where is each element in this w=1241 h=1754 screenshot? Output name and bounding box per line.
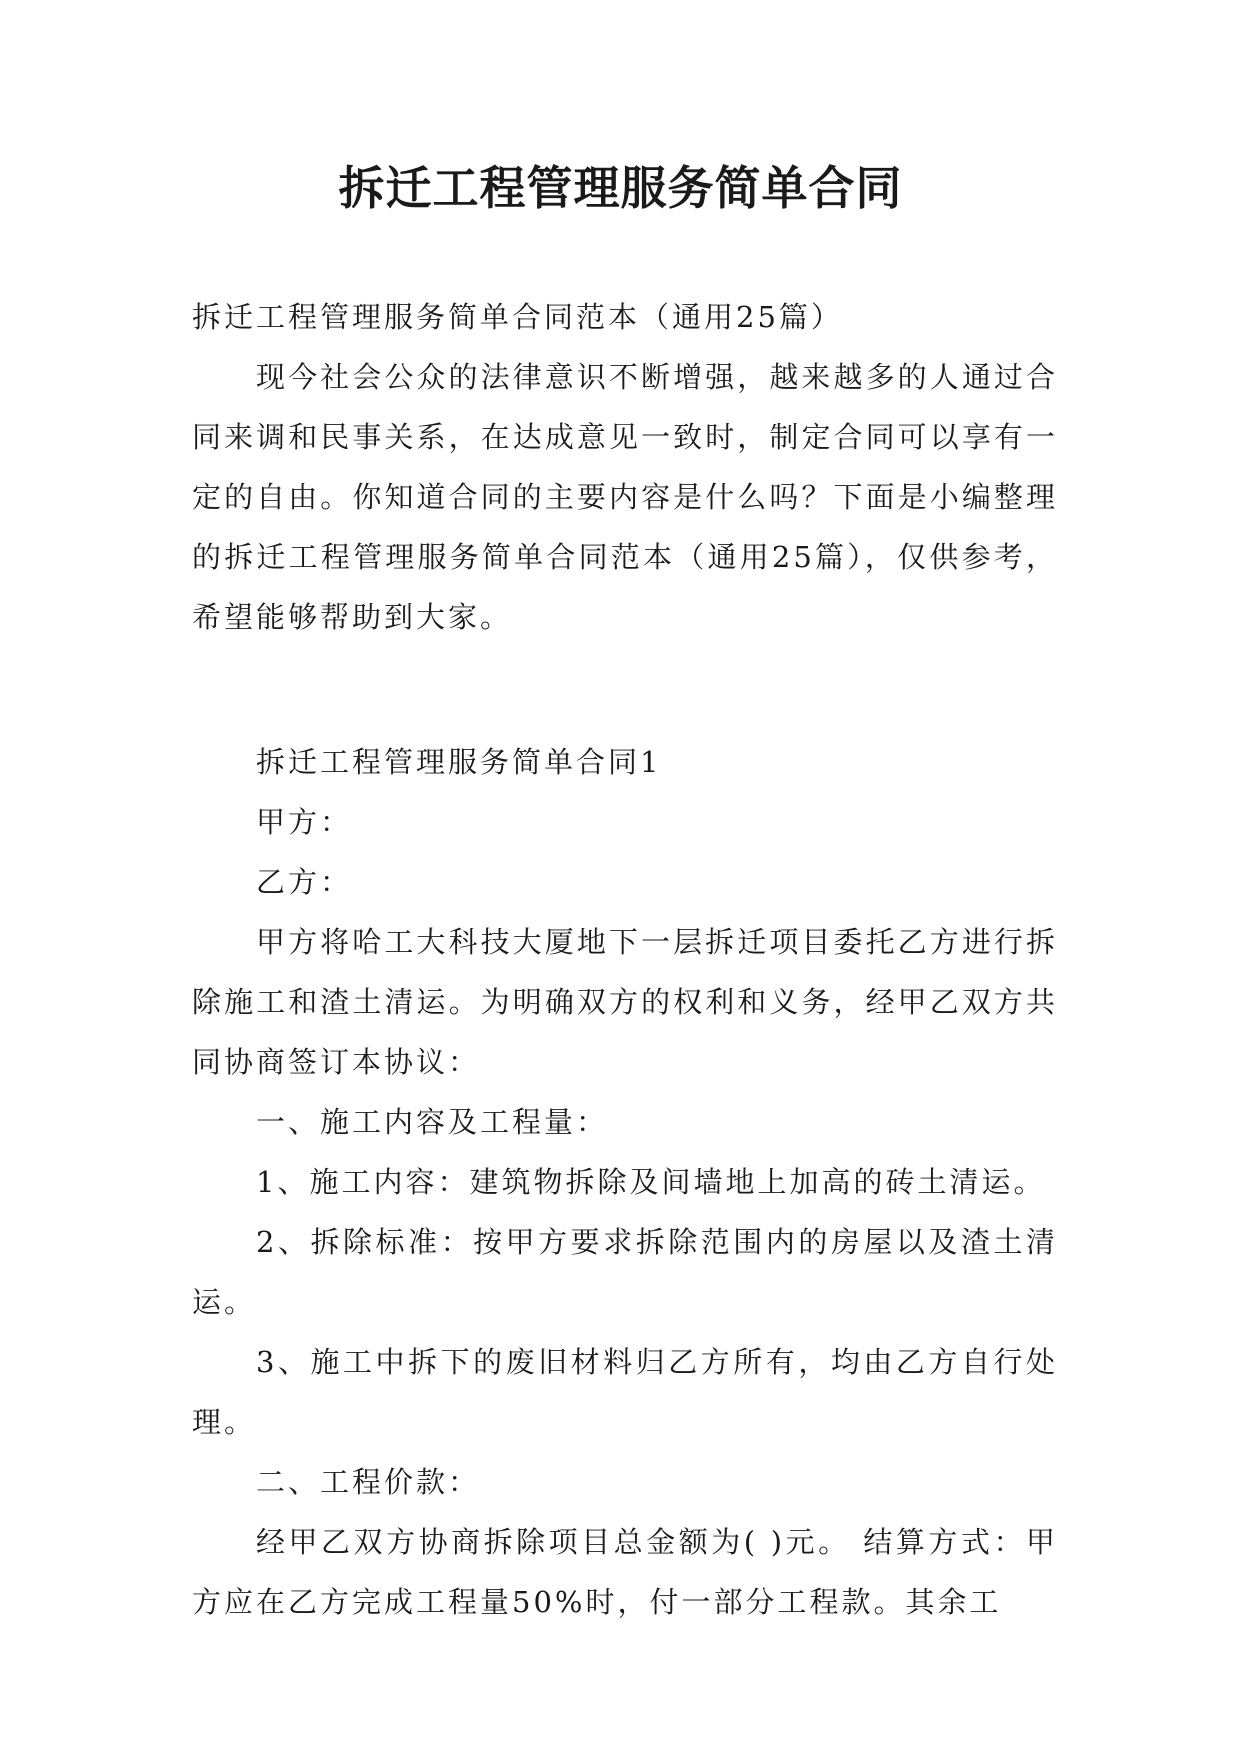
document-body <box>192 287 1058 1632</box>
clause-heading: 一、施工内容及工程量： <box>256 1105 609 1139</box>
intro-paragraph: 现今社会公众的法律意识不断增强，越来越多的人通过合同来调和民事关系，在达成意见一致时，制定合同可以享有一定的自由。你知道合同的主要内容是什么吗？下面是小编整理的拆迁工程管理服务简单合同范本（通用25篇），仅供参考，希望能够帮助到大家。 <box>192 360 1058 634</box>
clause-item: 2、拆除标准：按甲方要求拆除范围内的房屋以及渣土清运。 <box>192 1225 1058 1319</box>
paragraph-gap <box>192 647 1058 732</box>
party-b-line: 乙方： <box>256 865 353 899</box>
document-title: 拆迁工程管理服务简单合同 <box>338 161 903 215</box>
contract-paragraph: 甲方将哈工大科技大厦地下一层拆迁项目委托乙方进行拆除施工和渣土清运。为明确双方的权利和义务，经甲乙双方共同协商签订本协议： <box>192 925 1058 1079</box>
contract-paragraph: 经甲乙双方协商拆除项目总金额为( )元。 结算方式：甲方应在乙方完成工程量50%时，付一部分工程款。其余工 <box>192 1525 1058 1619</box>
section-heading: 拆迁工程管理服务简单合同1 <box>256 745 662 779</box>
party-a-line: 甲方： <box>256 805 353 839</box>
clause-item: 1、施工内容：建筑物拆除及间墙地上加高的砖土清运。 <box>256 1165 1046 1199</box>
document-subtitle: 拆迁工程管理服务简单合同范本（通用25篇） <box>192 300 843 334</box>
clause-item: 3、施工中拆下的废旧材料归乙方所有，均由乙方自行处理。 <box>192 1345 1058 1439</box>
clause-heading: 二、工程价款： <box>256 1465 481 1499</box>
